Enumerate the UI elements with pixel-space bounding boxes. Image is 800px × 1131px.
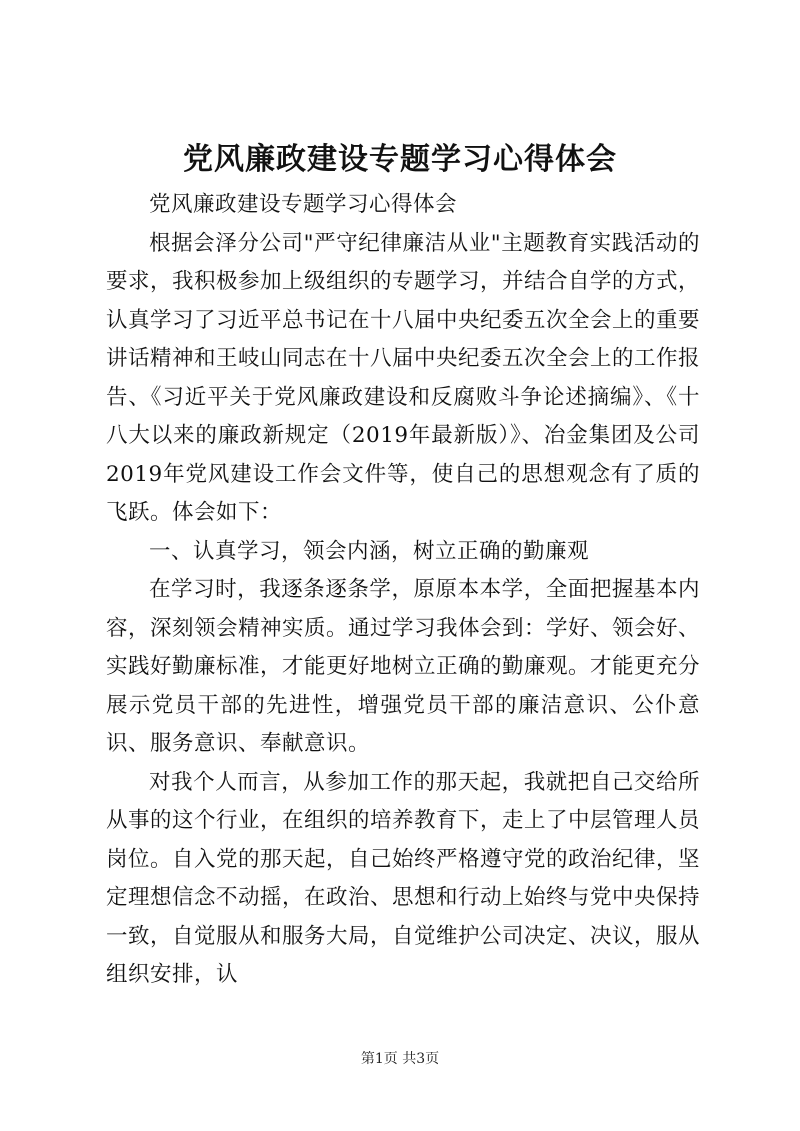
document-title: 党风廉政建设专题学习心得体会	[183, 142, 617, 177]
document-body	[106, 186, 700, 995]
paragraph-subtitle: 党风廉政建设专题学习心得体会	[149, 192, 458, 217]
paragraph-personal: 对我个人而言，从参加工作的那天起，我就把自己交给所从事的这个行业，在组织的培养教育下，走上了中层管理人员岗位。自入党的那天起，自己始终严格遵守党的政治纪律，坚定理想信念不动摇，在政治、思想和行动上始终与党中央保持一致，自觉服从和服务大局，自觉维护公司决定、决议，服从组织安排，认	[106, 769, 701, 987]
page-footer: 第1页 共3页	[360, 1051, 440, 1067]
paragraph-study: 在学习时，我逐条逐条学，原原本本学，全面把握基本内容，深刻领会精神实质。通过学习我体会到：学好、领会好、实践好勤廉标准，才能更好地树立正确的勤廉观。才能更充分展示党员干部的先进性，增强党员干部的廉洁意识、公仆意识、服务意识、奉献意识。	[106, 577, 701, 756]
section-heading-1: 一、认真学习，领会内涵，树立正确的勤廉观	[149, 538, 590, 564]
paragraph-intro: 根据会泽分公司"严守纪律廉洁从业"主题教育实践活动的要求，我积极参加上级组织的专题学习，并结合自学的方式，认真学习了习近平总书记在十八届中央纪委五次全会上的重要讲话精神和王岐山同志在十八届中央纪委五次全会上的工作报告、《习近平关于党风廉政建设和反腐败斗争论述摘编》、《十八大以来的廉政新规定（2019年最新版）》、冶金集团及公司2019年党风建设工作会文件等，使自己的思想观念有了质的飞跃。体会如下：	[106, 230, 701, 525]
